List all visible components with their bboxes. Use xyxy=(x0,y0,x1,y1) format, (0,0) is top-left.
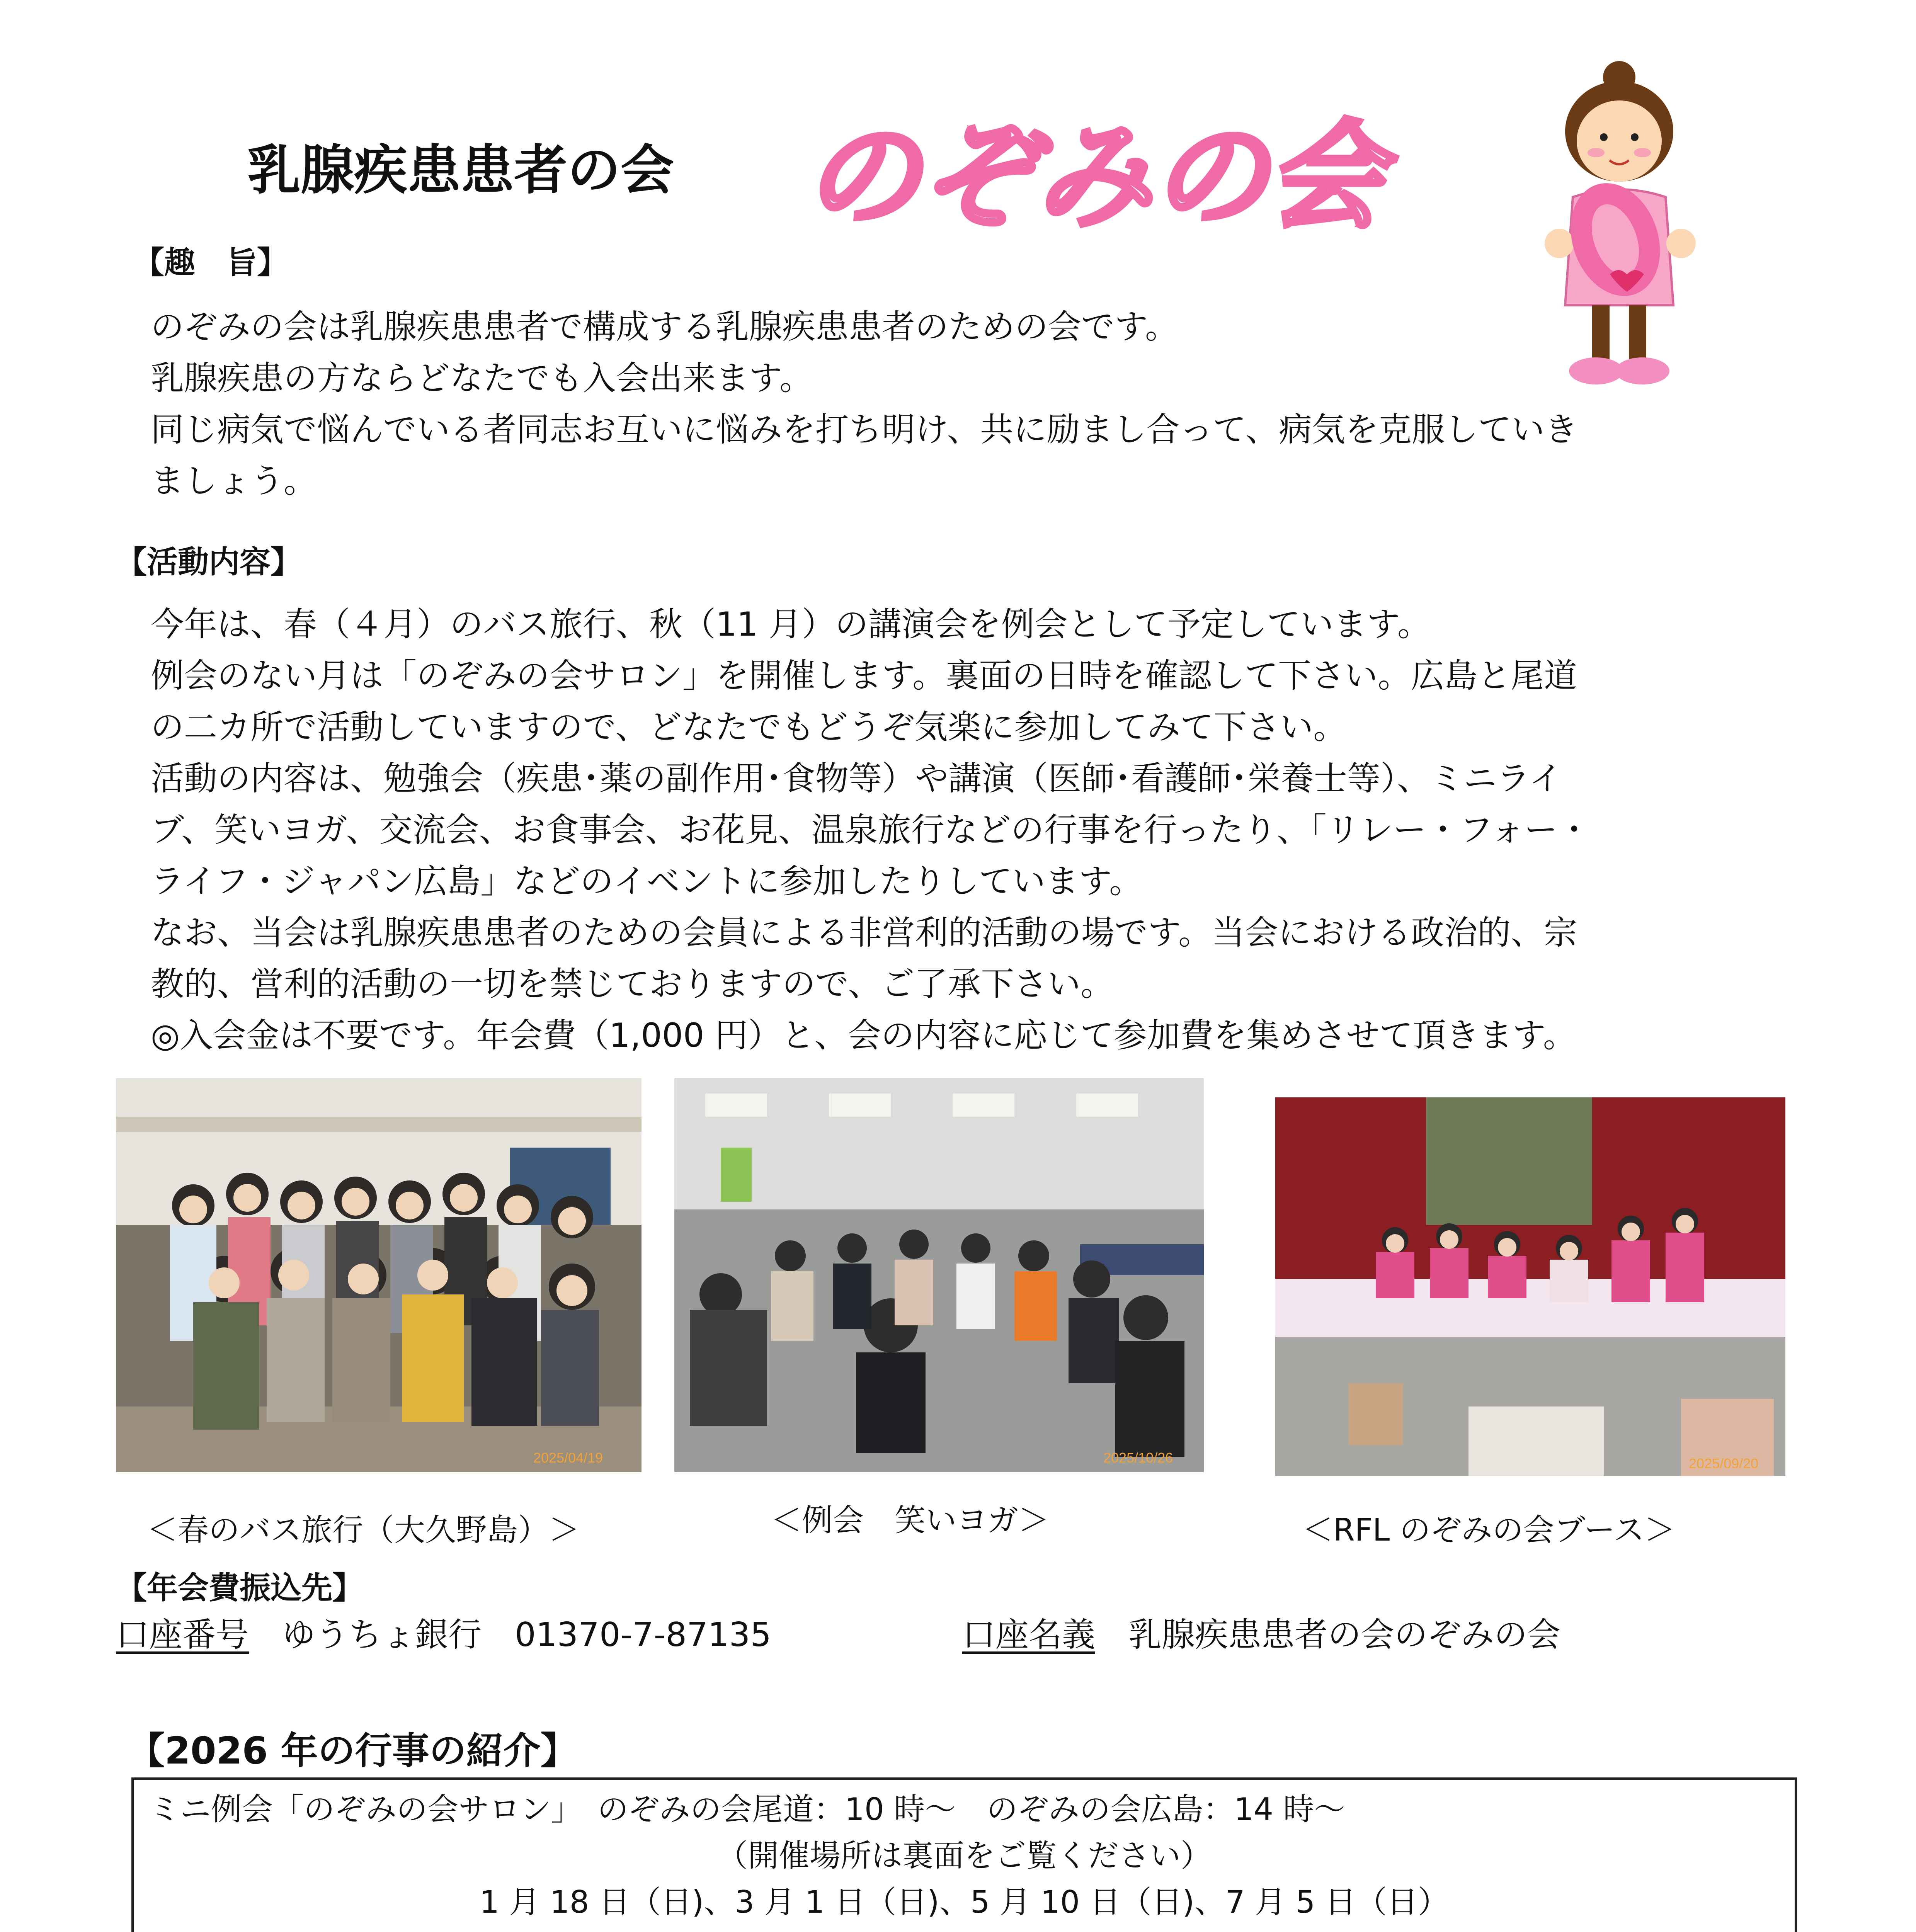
photo-bus-trip xyxy=(116,1078,642,1472)
purpose-body xyxy=(151,301,1578,507)
purpose-line: 乳腺疾患の方ならどなたでも入会出来ます。 xyxy=(151,359,813,398)
salon-row xyxy=(133,1779,1796,1932)
account-name-value: 乳腺疾患患者の会のぞみの会 xyxy=(1128,1616,1560,1654)
photo-caption: ＜春のバス旅行（大久野島）＞ xyxy=(147,1512,580,1548)
activities-line: 例会のない月は「のぞみの会サロン」を開催します。裏面の日時を確認して下さい。広島と尾道 xyxy=(151,656,1577,695)
activities-line: 教的、営利的活動の一切を禁じておりますので、ご了承下さい。 xyxy=(151,965,1114,1003)
organization-subtitle: 乳腺疾患患者の会 xyxy=(247,139,674,201)
photo-date-stamp: 2025/04/19 xyxy=(533,1450,603,1466)
photo-caption: ＜例会 笑いヨガ＞ xyxy=(771,1502,1049,1538)
photo-date-stamp: 2025/09/20 xyxy=(1689,1456,1759,1471)
page-title: のぞみの会 xyxy=(804,109,1383,244)
account-number-label: 口座番号 xyxy=(116,1616,249,1654)
account-name-label: 口座名義 xyxy=(962,1616,1095,1654)
activities-body xyxy=(151,599,1591,1061)
salon-line: （開催場所は裏面をご覧ください） xyxy=(717,1838,1212,1874)
events-heading: 【2026 年の行事の紹介】 xyxy=(128,1729,578,1772)
purpose-line: 同じ病気で悩んでいる者同志お互いに悩みを打ち明け、共に励まし合って、病気を克服していき xyxy=(151,410,1578,449)
fee-heading: 【年会費振込先】 xyxy=(116,1570,363,1606)
activities-line: なお、当会は乳腺疾患患者のための会員による非営利的活動の場です。当会における政治的、宗 xyxy=(151,913,1577,952)
activities-line: の二カ所で活動していますので、どなたでもどうぞ気楽に参加してみて下さい。 xyxy=(151,708,1347,747)
purpose-heading: 【趣 旨】 xyxy=(133,245,288,281)
salon-line: 1 月 18 日（日)、3 月 1 日（日)、5 月 10 日（日)、7 月 5 日（日） xyxy=(480,1884,1449,1920)
activities-line: ブ、笑いヨガ、交流会、お食事会、お花見、温泉旅行などの行事を行ったり、「リレー・フォー・ xyxy=(151,811,1591,849)
photo-caption: ＜RFL のぞみの会ブース＞ xyxy=(1302,1512,1676,1548)
purpose-line: ましょう。 xyxy=(151,462,317,500)
account-number-value: ゆうちょ銀行 01370-7-87135 xyxy=(282,1616,771,1654)
activities-line: ◎入会金は不要です。年会費（1,000 円）と、会の内容に応じて参加費を集めさせて頂きます。 xyxy=(151,1016,1576,1055)
photo-date-stamp: 2025/10/26 xyxy=(1103,1450,1173,1466)
salon-line: ミニ例会「のぞみの会サロン」 のぞみの会尾道：10 時～ のぞみの会広島：14 時～ xyxy=(149,1791,1345,1827)
fee-account-row xyxy=(116,1609,771,1661)
activities-line: 今年は、春（４月）のバス旅行、秋（11 月）の講演会を例会として予定しています。 xyxy=(151,605,1431,644)
events-table xyxy=(131,1777,1797,1932)
activities-line: 活動の内容は、勉強会（疾患･薬の副作用･食物等）や講演（医師･看護師･栄養士等）、ミニライ xyxy=(151,759,1562,798)
activities-heading: 【活動内容】 xyxy=(116,544,301,580)
photo-rfl-booth xyxy=(1275,1097,1785,1476)
photo-laughter-yoga xyxy=(674,1078,1204,1472)
purpose-line: のぞみの会は乳腺疾患患者で構成する乳腺疾患患者のための会です。 xyxy=(151,308,1179,346)
fee-account-name-row xyxy=(962,1609,1560,1661)
activities-line: ライフ・ジャパン広島」などのイベントに参加したりしています。 xyxy=(151,862,1143,901)
